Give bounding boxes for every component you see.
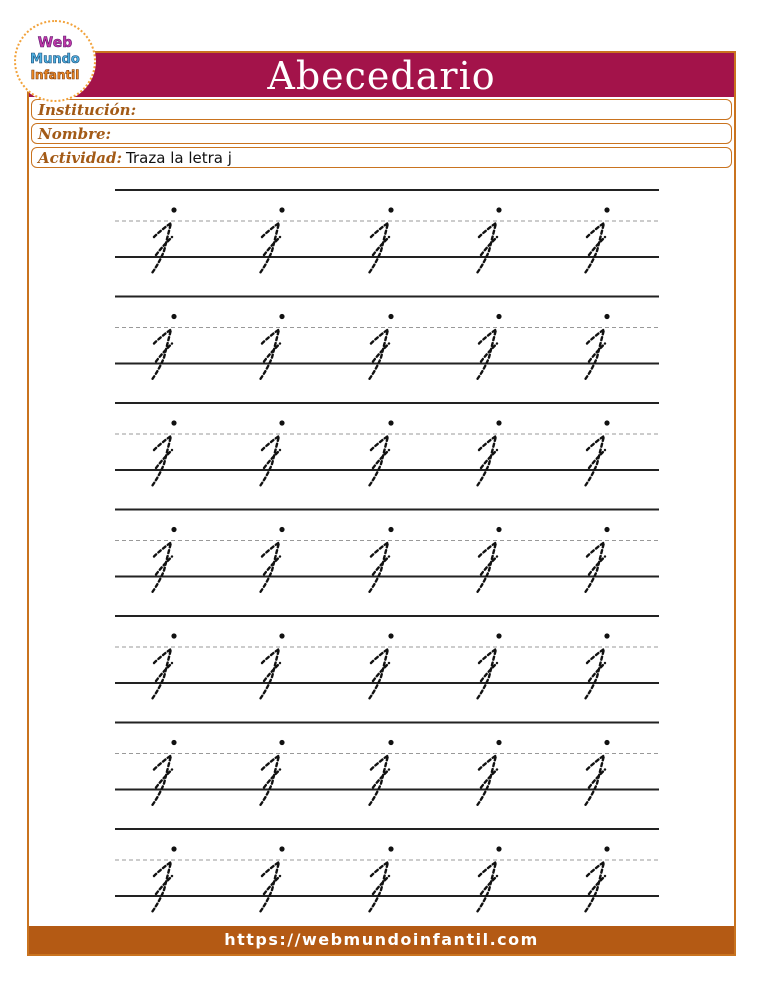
letter-trace-path (369, 330, 389, 380)
logo-word-3: Infantil (30, 68, 80, 82)
letter-dot (279, 527, 284, 532)
letter-trace-path (477, 649, 497, 699)
traceable-letter-j[interactable] (477, 420, 502, 486)
letter-trace-path (585, 649, 605, 699)
traceable-letter-j[interactable] (585, 633, 610, 699)
letter-dot (171, 527, 176, 532)
traceable-letter-j[interactable] (260, 314, 285, 380)
page-title: Abecedario (267, 54, 496, 98)
practice-row (115, 190, 659, 273)
institution-label: Institución: (38, 101, 137, 119)
letter-dot (604, 420, 609, 425)
traceable-letter-j[interactable] (152, 846, 177, 912)
letter-trace-path (585, 543, 605, 593)
traceable-letter-j[interactable] (369, 314, 394, 380)
letter-dot (388, 207, 393, 212)
letter-dot (604, 314, 609, 319)
traceable-letter-j[interactable] (152, 633, 177, 699)
traceable-letter-j[interactable] (477, 846, 502, 912)
traceable-letter-j[interactable] (477, 633, 502, 699)
letter-dot (171, 846, 176, 851)
letter-trace-path (477, 543, 497, 593)
letter-dot (171, 207, 176, 212)
letter-dot (388, 527, 393, 532)
letter-trace-path (477, 436, 497, 486)
traceable-letter-j[interactable] (369, 207, 394, 273)
traceable-letter-j[interactable] (260, 740, 285, 806)
letter-dot (279, 846, 284, 851)
footer-url: https://webmundoinfantil.com (224, 930, 539, 949)
letter-trace-path (585, 330, 605, 380)
letter-trace-path (260, 862, 280, 912)
letter-trace-path (152, 436, 172, 486)
letter-dot (171, 420, 176, 425)
letter-trace-path (477, 756, 497, 806)
letter-dot (604, 740, 609, 745)
practice-row (115, 616, 659, 699)
letter-trace-path (152, 223, 172, 273)
letter-dot (279, 207, 284, 212)
practice-row (115, 510, 659, 593)
traceable-letter-j[interactable] (260, 633, 285, 699)
practice-row (115, 723, 659, 806)
letter-dot (496, 846, 501, 851)
letter-trace-path (369, 649, 389, 699)
traceable-letter-j[interactable] (152, 740, 177, 806)
letter-trace-path (260, 543, 280, 593)
letter-trace-path (477, 330, 497, 380)
letter-trace-path (477, 223, 497, 273)
traceable-letter-j[interactable] (369, 527, 394, 593)
practice-row (115, 829, 659, 912)
traceable-letter-j[interactable] (477, 207, 502, 273)
practice-row (115, 403, 659, 486)
traceable-letter-j[interactable] (585, 527, 610, 593)
name-label: Nombre: (38, 125, 112, 143)
traceable-letter-j[interactable] (477, 314, 502, 380)
letter-trace-path (585, 436, 605, 486)
letter-dot (388, 420, 393, 425)
letter-dot (496, 740, 501, 745)
letter-dot (496, 207, 501, 212)
letter-trace-path (260, 649, 280, 699)
logo-word-2: Mundo (30, 52, 80, 67)
traceable-letter-j[interactable] (369, 633, 394, 699)
letter-dot (171, 633, 176, 638)
traceable-letter-j[interactable] (477, 527, 502, 593)
letter-dot (171, 314, 176, 319)
traceable-letter-j[interactable] (585, 740, 610, 806)
traceable-letter-j[interactable] (369, 420, 394, 486)
letter-dot (496, 633, 501, 638)
letter-trace-path (369, 436, 389, 486)
letter-dot (604, 846, 609, 851)
letter-trace-path (585, 862, 605, 912)
letter-trace-path (369, 756, 389, 806)
traceable-letter-j[interactable] (585, 207, 610, 273)
letter-trace-path (152, 330, 172, 380)
letter-trace-path (369, 862, 389, 912)
letter-trace-path (260, 756, 280, 806)
traceable-letter-j[interactable] (152, 420, 177, 486)
letter-dot (279, 420, 284, 425)
letter-dot (388, 633, 393, 638)
traceable-letter-j[interactable] (477, 740, 502, 806)
traceable-letter-j[interactable] (260, 846, 285, 912)
traceable-letter-j[interactable] (152, 527, 177, 593)
letter-trace-path (152, 543, 172, 593)
letter-trace-path (585, 223, 605, 273)
logo-word-1: Web (37, 35, 73, 51)
letter-dot (496, 527, 501, 532)
letter-trace-path (260, 223, 280, 273)
letter-trace-path (152, 862, 172, 912)
letter-dot (388, 740, 393, 745)
practice-row (115, 297, 659, 380)
traceable-letter-j[interactable] (369, 740, 394, 806)
letter-trace-path (260, 330, 280, 380)
letter-trace-path (585, 756, 605, 806)
traceable-letter-j[interactable] (585, 846, 610, 912)
traceable-letter-j[interactable] (260, 420, 285, 486)
traceable-letter-j[interactable] (585, 314, 610, 380)
letter-trace-path (477, 862, 497, 912)
letter-dot (388, 314, 393, 319)
activity-label-text: Actividad: (38, 149, 123, 167)
traceable-letter-j[interactable] (585, 420, 610, 486)
letter-dot (171, 740, 176, 745)
letter-dot (604, 207, 609, 212)
letter-dot (604, 633, 609, 638)
letter-dot (279, 633, 284, 638)
letter-trace-path (152, 756, 172, 806)
letter-dot (496, 314, 501, 319)
traceable-letter-j[interactable] (260, 207, 285, 273)
traceable-letter-j[interactable] (369, 846, 394, 912)
activity-value: Traza la letra j (126, 149, 232, 167)
letter-trace-path (260, 436, 280, 486)
letter-dot (496, 420, 501, 425)
traceable-letter-j[interactable] (152, 314, 177, 380)
letter-dot (388, 846, 393, 851)
letter-dot (279, 740, 284, 745)
letter-dot (279, 314, 284, 319)
traceable-letter-j[interactable] (260, 527, 285, 593)
letter-dot (604, 527, 609, 532)
traceable-letter-j[interactable] (152, 207, 177, 273)
letter-trace-path (152, 649, 172, 699)
letter-trace-path (369, 543, 389, 593)
letter-trace-path (369, 223, 389, 273)
